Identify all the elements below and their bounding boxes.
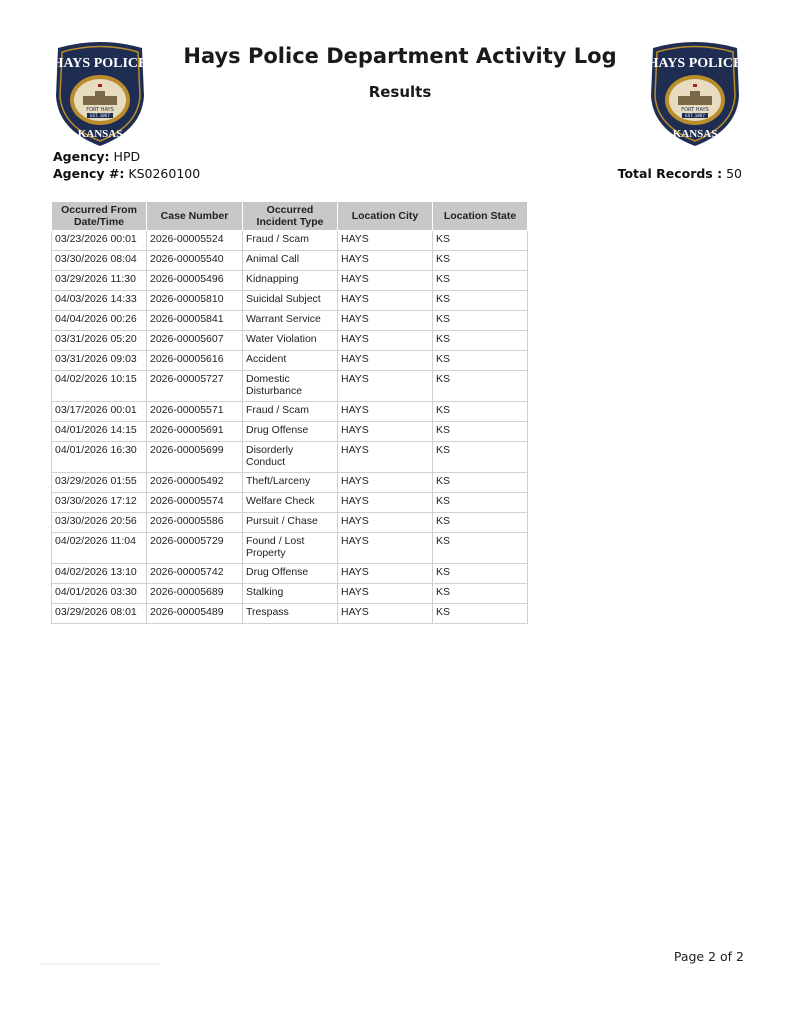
cell-state: KS (433, 402, 528, 422)
cell-city: HAYS (338, 584, 433, 604)
cell-case-number: 2026-00005616 (147, 351, 243, 371)
cell-state: KS (433, 231, 528, 251)
cell-case-number: 2026-00005689 (147, 584, 243, 604)
cell-date: 03/30/2026 17:12 (52, 493, 147, 513)
table-row (52, 473, 528, 493)
cell-date: 04/01/2026 14:15 (52, 422, 147, 442)
cell-incident-type: Drug Offense (243, 564, 338, 584)
cell-state: KS (433, 311, 528, 331)
table-row (52, 311, 528, 331)
cell-incident-type: Welfare Check (243, 493, 338, 513)
table-row (52, 513, 528, 533)
column-header-date: Occurred From Date/Time (52, 202, 147, 231)
activity-log-table (51, 201, 528, 624)
cell-state: KS (433, 513, 528, 533)
cell-case-number: 2026-00005729 (147, 533, 243, 564)
cell-date: 04/01/2026 16:30 (52, 442, 147, 473)
cell-city: HAYS (338, 604, 433, 624)
cell-date: 03/29/2026 01:55 (52, 473, 147, 493)
total-records (618, 166, 742, 181)
cell-case-number: 2026-00005691 (147, 422, 243, 442)
cell-incident-type: Drug Offense (243, 422, 338, 442)
table-row (52, 291, 528, 311)
table-row (52, 251, 528, 271)
cell-date: 03/30/2026 08:04 (52, 251, 147, 271)
cell-date: 04/04/2026 00:26 (52, 311, 147, 331)
total-records-label: Total Records : (617, 166, 723, 181)
cell-city: HAYS (338, 291, 433, 311)
cell-city: HAYS (338, 351, 433, 371)
cell-city: HAYS (338, 311, 433, 331)
cell-state: KS (433, 493, 528, 513)
cell-city: HAYS (338, 422, 433, 442)
agency-number-label: Agency #: (53, 166, 125, 181)
cell-incident-type: Water Violation (243, 331, 338, 351)
cell-city: HAYS (338, 371, 433, 402)
svg-text:FORT HAYS: FORT HAYS (86, 107, 114, 113)
column-header-location-state: Location State (433, 202, 528, 231)
cell-city: HAYS (338, 533, 433, 564)
cell-case-number: 2026-00005489 (147, 604, 243, 624)
cell-state: KS (433, 291, 528, 311)
cell-date: 03/29/2026 08:01 (52, 604, 147, 624)
table-row (52, 402, 528, 422)
cell-incident-type: Domestic Disturbance (243, 371, 338, 402)
svg-text:KANSAS: KANSAS (672, 128, 718, 140)
total-records-value: 50 (726, 166, 742, 181)
cell-date: 04/01/2026 03:30 (52, 584, 147, 604)
cell-case-number: 2026-00005699 (147, 442, 243, 473)
cell-city: HAYS (338, 564, 433, 584)
cell-state: KS (433, 584, 528, 604)
cell-date: 03/31/2026 09:03 (52, 351, 147, 371)
page-title: Hays Police Department Activity Log (183, 44, 617, 68)
table-body (52, 231, 528, 624)
agency-number (53, 166, 200, 181)
cell-incident-type: Accident (243, 351, 338, 371)
table-row (52, 584, 528, 604)
cell-city: HAYS (338, 442, 433, 473)
table-row (52, 604, 528, 624)
cell-case-number: 2026-00005571 (147, 402, 243, 422)
cell-incident-type: Trespass (243, 604, 338, 624)
cell-city: HAYS (338, 473, 433, 493)
cell-incident-type: Warrant Service (243, 311, 338, 331)
scan-artifact (40, 963, 160, 965)
cell-case-number: 2026-00005586 (147, 513, 243, 533)
table-row (52, 331, 528, 351)
table-row (52, 564, 528, 584)
cell-incident-type: Found / Lost Property (243, 533, 338, 564)
cell-state: KS (433, 422, 528, 442)
table-row (52, 442, 528, 473)
cell-state: KS (433, 371, 528, 402)
cell-state: KS (433, 533, 528, 564)
cell-date: 04/02/2026 13:10 (52, 564, 147, 584)
cell-date: 03/29/2026 11:30 (52, 271, 147, 291)
cell-state: KS (433, 442, 528, 473)
svg-text:HAYS POLICE: HAYS POLICE (52, 56, 148, 71)
cell-case-number: 2026-00005492 (147, 473, 243, 493)
cell-incident-type: Suicidal Subject (243, 291, 338, 311)
cell-case-number: 2026-00005496 (147, 271, 243, 291)
cell-state: KS (433, 331, 528, 351)
cell-city: HAYS (338, 493, 433, 513)
cell-case-number: 2026-00005841 (147, 311, 243, 331)
agency-name (53, 149, 140, 164)
cell-city: HAYS (338, 331, 433, 351)
cell-incident-type: Disorderly Conduct (243, 442, 338, 473)
cell-incident-type: Theft/Larceny (243, 473, 338, 493)
cell-case-number: 2026-00005742 (147, 564, 243, 584)
cell-city: HAYS (338, 402, 433, 422)
cell-state: KS (433, 473, 528, 493)
cell-date: 04/02/2026 10:15 (52, 371, 147, 402)
page-subtitle: Results (368, 83, 432, 101)
table-row (52, 271, 528, 291)
cell-city: HAYS (338, 251, 433, 271)
cell-incident-type: Fraud / Scam (243, 402, 338, 422)
cell-case-number: 2026-00005574 (147, 493, 243, 513)
column-header-incident-type: Occurred Incident Type (243, 202, 338, 231)
agency-name-label: Agency: (53, 149, 110, 164)
cell-incident-type: Stalking (243, 584, 338, 604)
svg-text:EST. 1867: EST. 1867 (90, 113, 110, 118)
table-header-row (52, 202, 528, 231)
cell-city: HAYS (338, 271, 433, 291)
table-row (52, 493, 528, 513)
svg-text:FORT HAYS: FORT HAYS (681, 107, 709, 113)
cell-state: KS (433, 604, 528, 624)
table-row (52, 231, 528, 251)
cell-date: 04/03/2026 14:33 (52, 291, 147, 311)
cell-state: KS (433, 564, 528, 584)
cell-date: 03/23/2026 00:01 (52, 231, 147, 251)
cell-state: KS (433, 251, 528, 271)
cell-case-number: 2026-00005540 (147, 251, 243, 271)
cell-incident-type: Pursuit / Chase (243, 513, 338, 533)
hays-police-badge-right (645, 38, 745, 150)
svg-text:KANSAS: KANSAS (77, 128, 123, 140)
cell-date: 03/30/2026 20:56 (52, 513, 147, 533)
agency-name-value: HPD (113, 149, 141, 164)
cell-state: KS (433, 351, 528, 371)
cell-case-number: 2026-00005727 (147, 371, 243, 402)
cell-state: KS (433, 271, 528, 291)
column-header-location-city: Location City (338, 202, 433, 231)
cell-incident-type: Animal Call (243, 251, 338, 271)
table-row (52, 422, 528, 442)
column-header-case-number: Case Number (147, 202, 243, 231)
table-row (52, 351, 528, 371)
page-number: Page 2 of 2 (673, 949, 744, 964)
cell-incident-type: Kidnapping (243, 271, 338, 291)
cell-city: HAYS (338, 231, 433, 251)
table-row (52, 533, 528, 564)
cell-date: 03/31/2026 05:20 (52, 331, 147, 351)
table-row (52, 371, 528, 402)
cell-date: 04/02/2026 11:04 (52, 533, 147, 564)
cell-case-number: 2026-00005810 (147, 291, 243, 311)
cell-incident-type: Fraud / Scam (243, 231, 338, 251)
svg-text:EST. 1867: EST. 1867 (685, 113, 705, 118)
cell-date: 03/17/2026 00:01 (52, 402, 147, 422)
cell-city: HAYS (338, 513, 433, 533)
agency-number-value: KS0260100 (128, 166, 201, 181)
cell-case-number: 2026-00005607 (147, 331, 243, 351)
cell-case-number: 2026-00005524 (147, 231, 243, 251)
svg-text:HAYS POLICE: HAYS POLICE (647, 56, 743, 71)
